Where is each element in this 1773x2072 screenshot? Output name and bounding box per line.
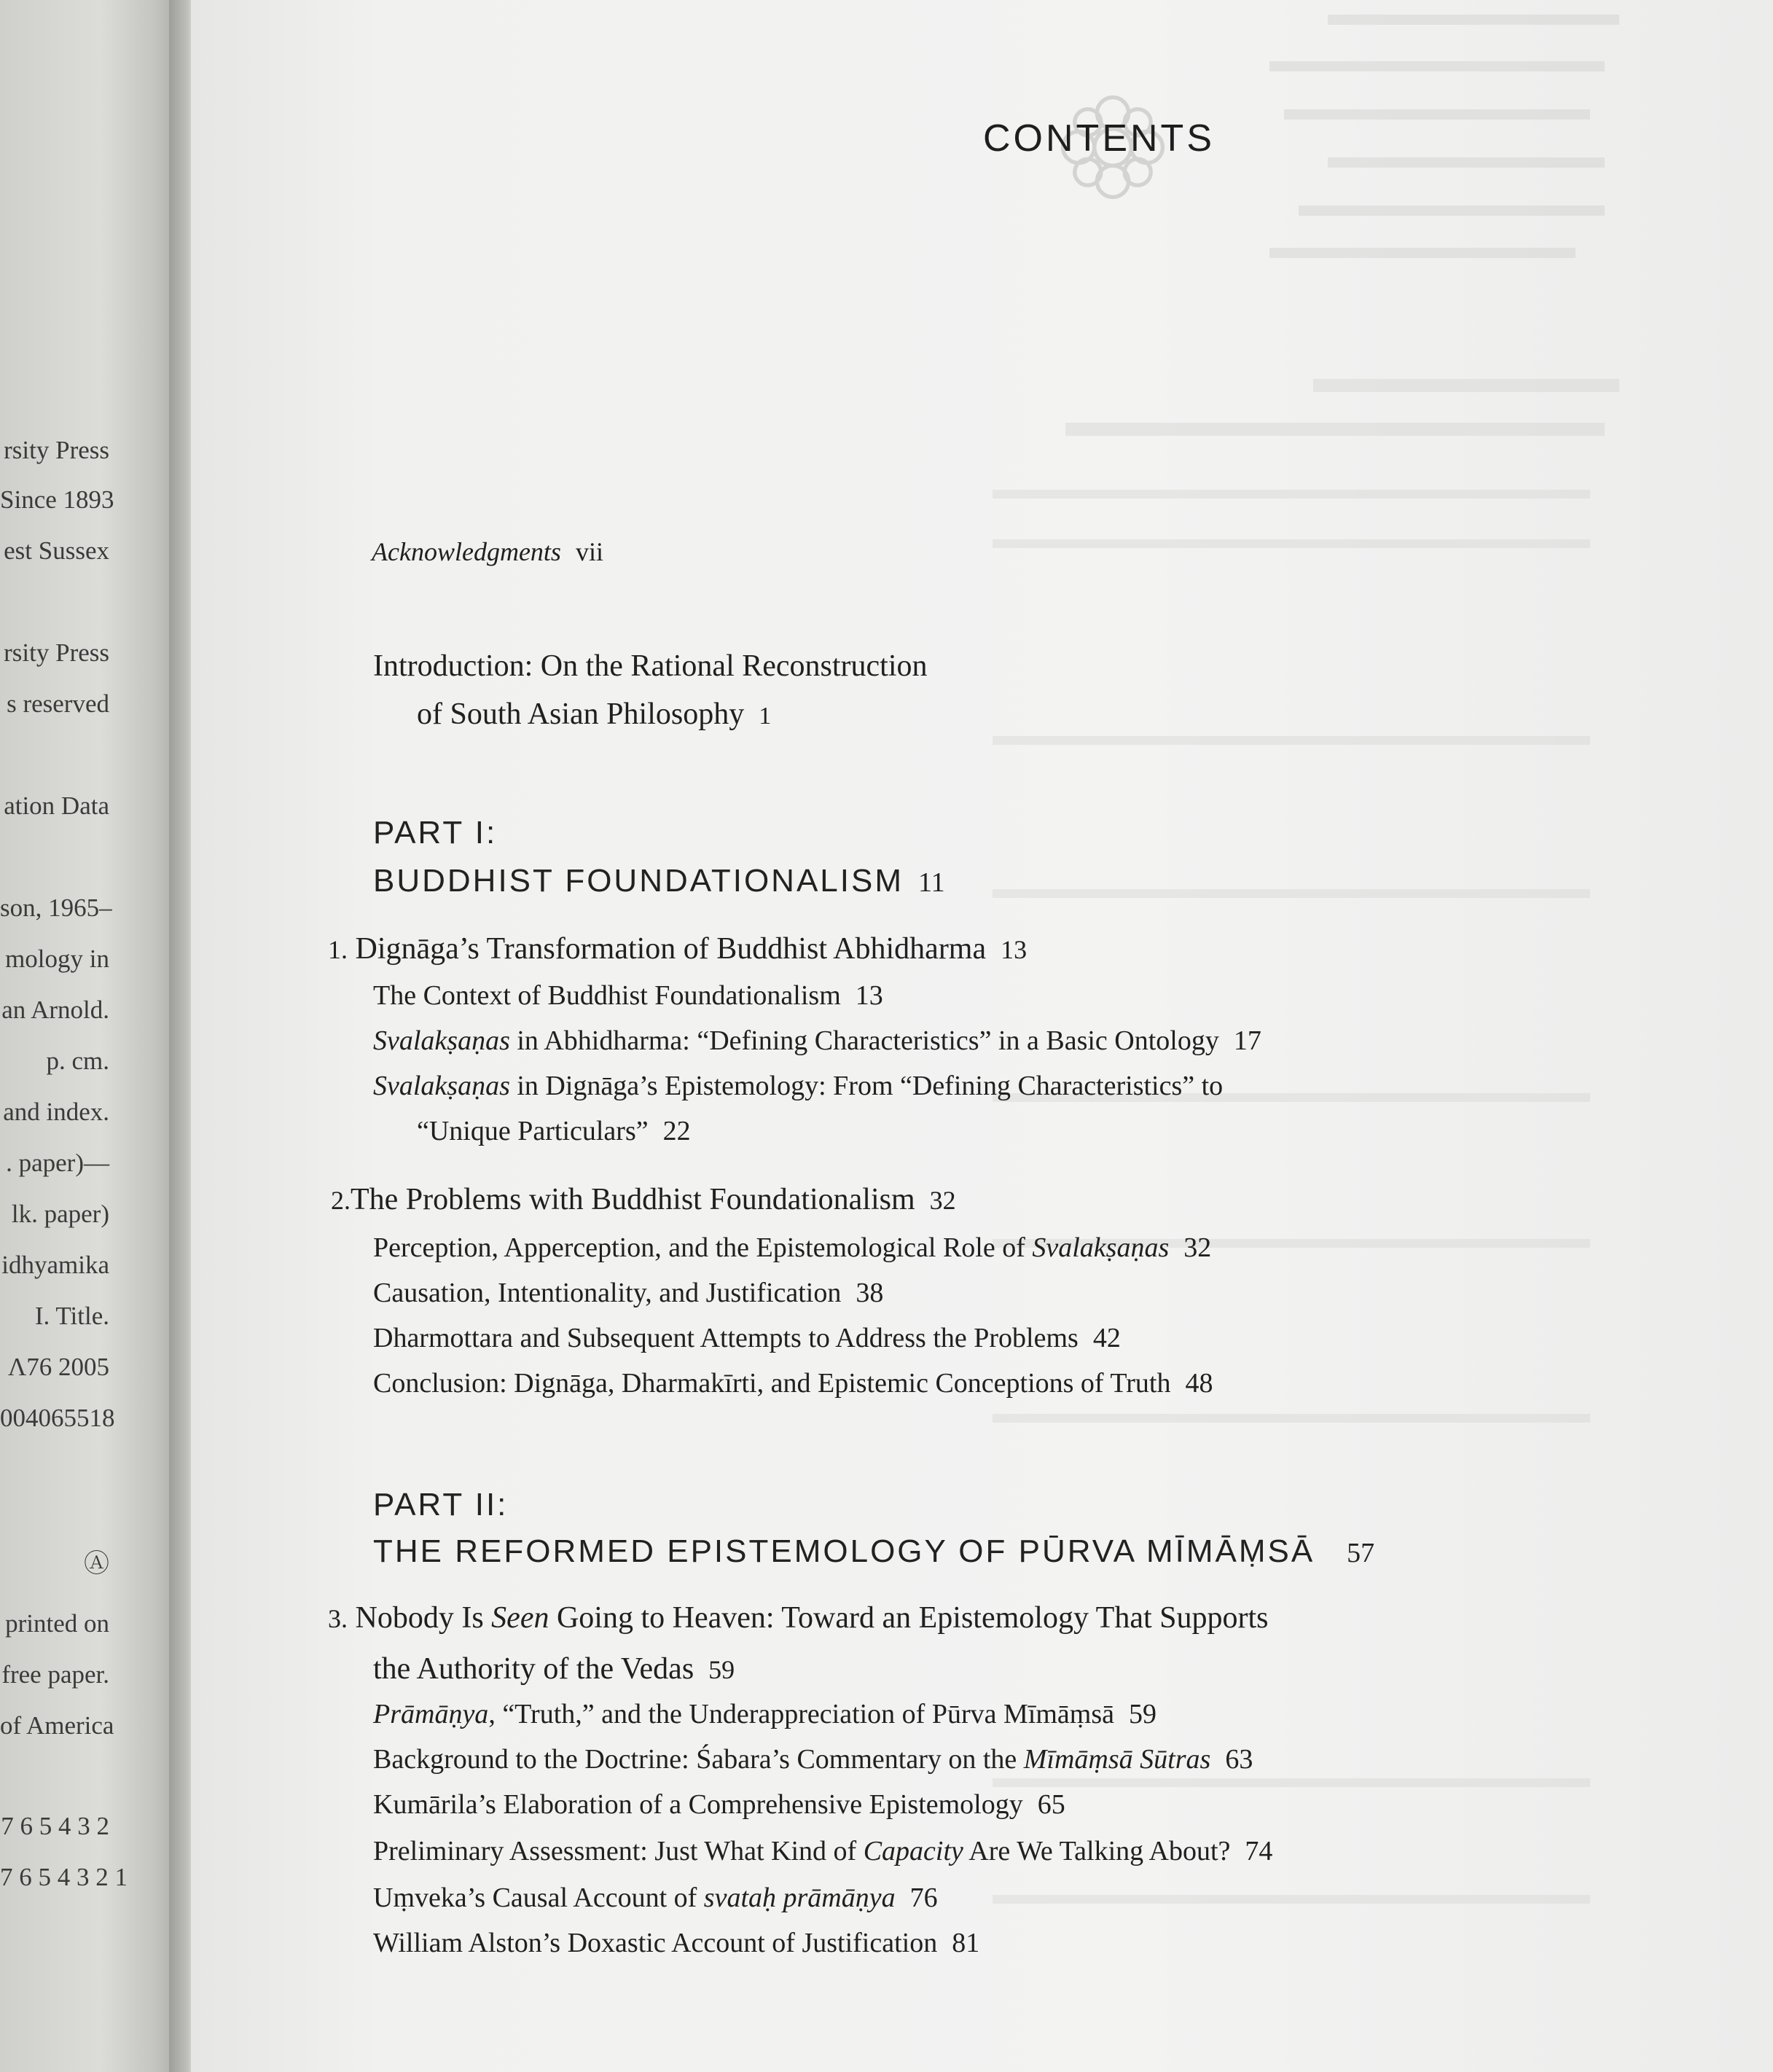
left-fragment: lk. paper)	[11, 1200, 109, 1228]
left-facing-page	[0, 0, 182, 2072]
page-number: 57	[1347, 1538, 1375, 1568]
chapter-number: 3.	[328, 1604, 348, 1633]
left-fragment: 004065518	[0, 1404, 115, 1432]
entry-title: Acknowledgments	[372, 537, 561, 566]
left-fragment: rsity Press	[4, 638, 109, 667]
page-number: vii	[575, 537, 603, 566]
page-number: 63	[1225, 1744, 1253, 1775]
toc-entry-introduction[interactable]	[373, 649, 928, 684]
entry-title-italic: Seen	[491, 1601, 549, 1635]
toc-entry-section[interactable]	[373, 1025, 1261, 1057]
toc-entry-introduction-cont[interactable]	[417, 697, 771, 732]
left-fragment: est Sussex	[4, 536, 109, 565]
left-fragment: rsity Press	[4, 436, 109, 464]
entry-title: Nobody Is	[355, 1601, 492, 1635]
entry-title-italic: Mīmāṃsā Sūtras	[1023, 1744, 1211, 1775]
entry-title: Introduction: On the Rational Reconstruction	[373, 649, 928, 683]
left-fragment: an Arnold.	[1, 996, 109, 1024]
entry-title: of South Asian Philosophy	[417, 697, 745, 731]
entry-title-italic: Svalakṣaṇas	[373, 1071, 510, 1101]
entry-title-italic: Capacity	[863, 1836, 963, 1866]
toc-entry-section[interactable]	[373, 1882, 938, 1914]
toc-entry-chapter-1[interactable]	[328, 931, 1027, 966]
part-label: PART I:	[373, 815, 498, 851]
page-title: CONTENTS	[983, 117, 1215, 160]
page-number: 74	[1245, 1836, 1273, 1866]
page-number: 13	[855, 980, 883, 1011]
page-number: 32	[1183, 1232, 1212, 1263]
contents-page	[191, 0, 1773, 2072]
entry-title: The Problems with Buddhist Foundationalism	[351, 1183, 915, 1216]
page-number: 38	[856, 1278, 884, 1308]
toc-entry-section[interactable]	[373, 1367, 1213, 1399]
toc-entry-section[interactable]	[373, 1698, 1156, 1730]
entry-title: Dharmottara and Subsequent Attempts to Address the Problems	[373, 1323, 1079, 1353]
entry-title: Causation, Intentionality, and Justification	[373, 1278, 842, 1308]
page-number: 22	[662, 1116, 691, 1146]
page-number: 81	[952, 1928, 980, 1958]
toc-entry-chapter-3-cont[interactable]	[373, 1651, 735, 1686]
entry-title: Going to Heaven: Toward an Epistemology That Supports	[549, 1601, 1269, 1635]
left-fragment: printed on	[5, 1609, 109, 1638]
left-fragment: Λ76 2005	[7, 1353, 109, 1381]
part-title: THE REFORMED EPISTEMOLOGY OF PŪRVA MĪMĀṂSĀ	[373, 1533, 1315, 1569]
entry-title-italic: svataḥ prāmāṇya	[703, 1883, 896, 1913]
left-fragment: 7 6 5 4 3 2	[1, 1812, 109, 1840]
entry-title-italic: Svalakṣaṇas	[1032, 1232, 1170, 1263]
left-fragment: mology in	[5, 945, 109, 973]
entry-title: William Alston’s Doxastic Account of Justification	[373, 1928, 938, 1958]
left-fragment: Since 1893	[0, 485, 114, 514]
toc-entry-section[interactable]	[373, 1232, 1211, 1264]
page-number: 1	[759, 703, 772, 730]
left-fragment: Ⓐ	[83, 1549, 109, 1578]
toc-entry-section[interactable]	[373, 1835, 1272, 1867]
entry-title: Uṃveka’s Causal Account of	[373, 1883, 704, 1913]
entry-title: Are We Talking About?	[963, 1836, 1231, 1866]
entry-title: in Dignāga’s Epistemology: From “Defining Characteristics” to	[509, 1071, 1224, 1101]
toc-entry-chapter-3[interactable]	[328, 1600, 1269, 1635]
toc-entry-section[interactable]	[373, 1927, 979, 1959]
toc-entry-acknowledgments[interactable]	[372, 536, 603, 567]
page-number: 11	[917, 867, 945, 898]
toc-entry-chapter-2[interactable]	[331, 1182, 956, 1217]
left-fragment: free paper.	[1, 1660, 109, 1689]
entry-title: in Abhidharma: “Defining Characteristics” in a Basic Ontology	[509, 1025, 1219, 1056]
left-fragment: I. Title.	[34, 1302, 109, 1330]
left-fragment: and index.	[3, 1098, 109, 1126]
page-number: 65	[1037, 1789, 1065, 1820]
part-label: PART II:	[373, 1487, 509, 1522]
chapter-number: 2.	[331, 1186, 351, 1215]
left-fragment: s reserved	[7, 689, 109, 718]
toc-entry-part-2[interactable]	[373, 1533, 1374, 1570]
left-fragment: idhyamika	[1, 1251, 109, 1279]
page-number: 76	[909, 1883, 938, 1913]
toc-entry-section[interactable]	[373, 1743, 1253, 1775]
page-number: 17	[1233, 1025, 1261, 1056]
entry-title-italic: Svalakṣaṇas	[373, 1025, 510, 1056]
page-number: 42	[1092, 1323, 1121, 1353]
left-fragment: p. cm.	[46, 1047, 109, 1075]
toc-entry-section[interactable]	[373, 1070, 1223, 1102]
left-fragment: . paper)—	[6, 1149, 109, 1177]
part-title: BUDDHIST FOUNDATIONALISM	[373, 863, 904, 899]
entry-title: The Context of Buddhist Foundationalism	[373, 980, 841, 1011]
entry-title: Preliminary Assessment: Just What Kind of	[373, 1836, 864, 1866]
toc-entry-section-cont[interactable]	[417, 1115, 691, 1147]
entry-title: Conclusion: Dignāga, Dharmakīrti, and Epistemic Conceptions of Truth	[373, 1368, 1171, 1399]
toc-entry-section[interactable]	[373, 1788, 1065, 1821]
left-fragment: ation Data	[4, 791, 109, 820]
toc-entry-section[interactable]	[373, 1277, 883, 1309]
entry-title: Dignāga’s Transformation of Buddhist Abhidharma	[355, 932, 987, 966]
left-fragment: 7 6 5 4 3 2 1	[0, 1863, 128, 1891]
page-number: 32	[929, 1186, 956, 1215]
left-fragment: son, 1965–	[0, 894, 112, 922]
entry-title: Kumārila’s Elaboration of a Comprehensive Epistemology	[373, 1789, 1023, 1820]
chapter-number: 1.	[328, 935, 348, 964]
toc-entry-section[interactable]	[373, 980, 883, 1012]
page-number: 48	[1185, 1368, 1213, 1399]
toc-entry-section[interactable]	[373, 1322, 1121, 1354]
page-number: 59	[708, 1655, 735, 1684]
left-fragment: of America	[0, 1711, 114, 1740]
toc-entry-part-1[interactable]	[373, 863, 945, 899]
page-number: 13	[1001, 935, 1028, 964]
page-number: 59	[1128, 1699, 1156, 1729]
entry-title: “Unique Particulars”	[417, 1116, 649, 1146]
entry-title: , “Truth,” and the Underappreciation of Pūrva Mīmāṃsā	[488, 1699, 1114, 1729]
entry-title: the Authority of the Vedas	[373, 1652, 694, 1686]
entry-title: Perception, Apperception, and the Epistemological Role of	[373, 1232, 1033, 1263]
entry-title: Background to the Doctrine: Śabara’s Commentary on the	[373, 1744, 1024, 1775]
entry-title-italic: Prāmāṇya	[373, 1699, 489, 1729]
